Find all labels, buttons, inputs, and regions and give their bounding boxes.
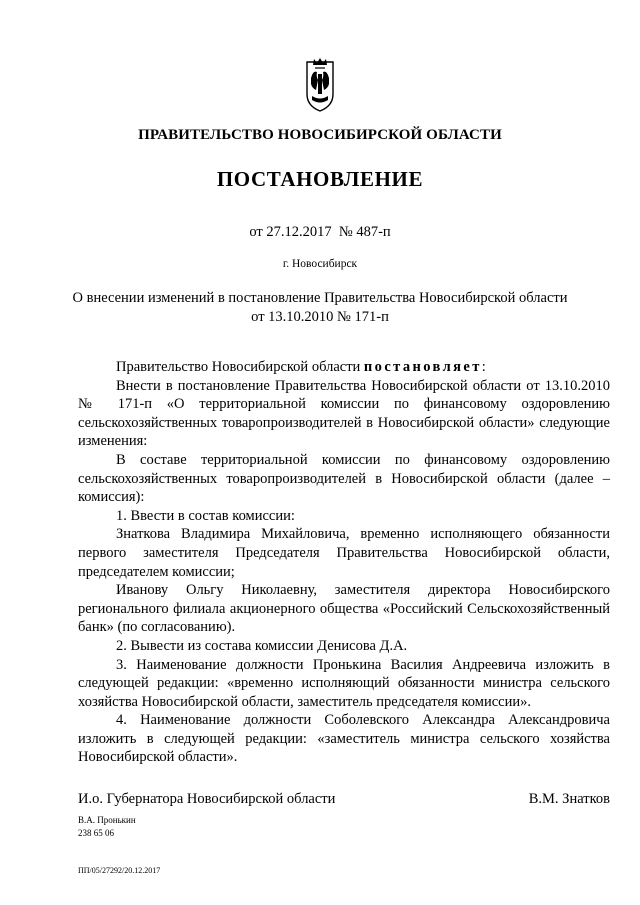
subject-line-1: О внесении изменений в постановление Правительства Новосибирской области [72,290,568,306]
coat-of-arms-emblem [302,56,338,114]
intro-text: Правительство Новосибирской области [116,359,364,375]
subject-line-2: от 13.10.2010 № 171-п [251,309,389,325]
date-prefix: от [249,224,263,240]
document-type-title: ПОСТАНОВЛЕНИЕ [216,167,424,191]
date-number-line [0,224,640,241]
document-date: 27.12.2017 [266,224,332,240]
intro-colon: : [481,359,486,375]
body-paragraph: В составе территориальной комиссии по финансовому оздоровлению сельскохозяйственных товаропроизводителей в Новосибирской области (далее – комиссия): [78,451,610,506]
body-paragraph: 2. Вывести из состава комиссии Денисова Д.А. [116,637,408,654]
body-paragraph: 1. Ввести в состав комиссии: [116,507,295,524]
document-number: № 487-п [338,224,391,240]
document-subject [0,289,640,327]
resolves-word: постановляет [363,359,482,375]
body-paragraph: Иванову Ольгу Николаевну, заместителя директора Новосибирского регионального филиала акционерного общества «Российский Сельскохозяйственный банк» (по согласованию). [78,582,610,636]
intro-paragraph [78,358,610,377]
signatory-name: В.М. Знатков [528,791,610,807]
city-line: г. Новосибирск [282,258,358,270]
executor-name: В.А. Пронькин [78,815,136,825]
document-body [78,358,610,767]
executor-phone: 238 65 06 [78,828,114,838]
footer-document-code: ПП/05/27292/20.12.2017 [78,866,161,875]
body-paragraph: 3. Наименование должности Пронькина Василия Андреевича изложить в следующей редакции: «временно исполняющий обязанности министра сельского хозяйства Новосибирской области, заместитель председателя комиссии». [78,656,610,710]
signatory-position: И.о. Губернатора Новосибирской области [78,791,336,807]
body-paragraph: Знаткова Владимира Михайловича, временно исполняющего обязанности первого заместителя Председателя Правительства Новосибирской области, председателем комиссии; [78,526,610,580]
organization-title: ПРАВИТЕЛЬСТВО НОВОСИБИРСКОЙ ОБЛАСТИ [138,127,502,143]
body-paragraph: Внести в постановление Правительства Новосибирской области от 13.10.2010 № 171-п «О территориальной комиссии по финансовому оздоровлению сельскохозяйственных товаропроизводителей в Новосибирской области» следующие изменения: [78,377,610,450]
body-paragraph: 4. Наименование должности Соболевского Александра Александровича изложить в следующей редакции: «заместитель министра сельского хозяйства Новосибирской области». [78,712,610,766]
